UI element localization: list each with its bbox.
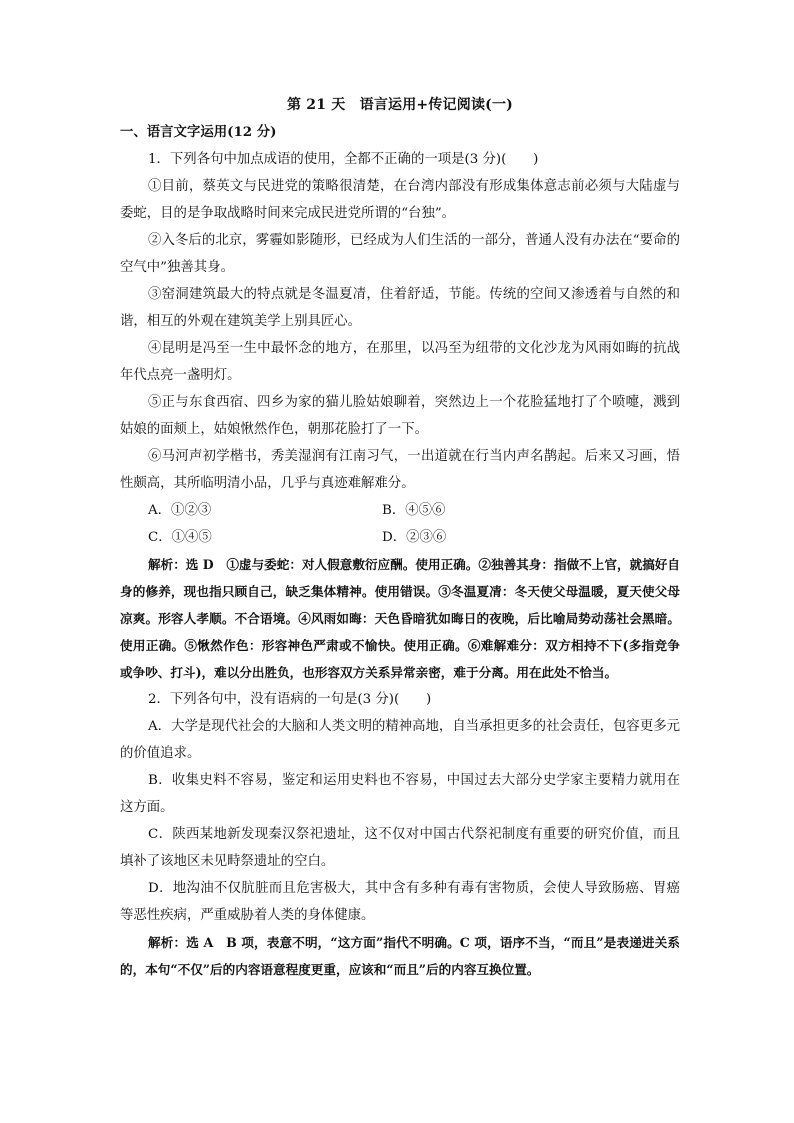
question-1-options-row — [120, 524, 680, 551]
question-2-option-c: C．陕西某地新发现秦汉祭祀遗址，这不仅对中国古代祭祀制度有重要的研究价值，而且填补了该地区未见畤祭遗址的空白。 — [120, 827, 680, 869]
question-2-analysis: 解析：选 A B 项，表意不明，“这方面”指代不明确。C 项，语序不当，“而且”是表递进关系的，本句“不仅”后的内容语意程度更重，应该和“而且”后的内容互换位置。 — [120, 935, 680, 977]
option-a: A．①②③ — [148, 503, 212, 518]
question-1-item: ④昆明是冯至一生中最怀念的地方，在那里，以冯至为纽带的文化沙龙为风雨如晦的抗战年代点亮一盏明灯。 — [120, 341, 680, 383]
option-b: B．④⑤⑥ — [382, 503, 446, 518]
document-page — [120, 92, 680, 983]
question-1-analysis: 解析：选 D ①虚与委蛇：对人假意敷衍应酬。使用正确。②独善其身：指做不上官，就搞好自身的修养，现也指只顾自己，缺乏集体精神。使用错误。③冬温夏凊：冬天使父母温暖，夏天使父母凉爽。形容人孝顺。不合语境。④风雨如晦：天色昏暗犹如晦日的夜晚，后比喻局势动荡社会黑暗。使用正确。⑤愀然作色：形容神色严肃或不愉快。使用正确。⑥难解难分：双方相持不下(多指竞争或争吵、打斗)，难以分出胜负，也形容双方关系异常亲密，难于分离。用在此处不恰当。 — [120, 557, 680, 680]
question-1-item: ③窑洞建筑最大的特点就是冬温夏凊，住着舒适，节能。传统的空间又渗透着与自然的和谐，相互的外观在建筑美学上别具匠心。 — [120, 287, 680, 329]
question-1-item: ⑤正与东食西宿、四乡为家的猫儿脸姑娘聊着，突然边上一个花脸猛地打了个喷嚏，溅到姑娘的面颊上，姑娘愀然作色，朝那花脸打了一下。 — [120, 395, 680, 437]
question-1-item: ①目前，蔡英文与民进党的策略很清楚，在台湾内部没有形成集体意志前必须与大陆虚与委蛇，目的是争取战略时间来完成民进党所谓的“台独”。 — [120, 179, 680, 221]
question-2-stem: 2．下列各句中，没有语病的一句是(3 分)( ) — [148, 692, 432, 707]
question-1-options-row — [120, 497, 680, 524]
question-1-stem: 1．下列各句中加点成语的使用，全都不正确的一项是(3 分)( ) — [148, 152, 539, 167]
page-title: 第 21 天 语言运用+传记阅读(一) — [286, 97, 513, 113]
section-heading: 一、语言文字运用(12 分) — [120, 124, 277, 140]
question-2-option-a: A．大学是现代社会的大脑和人类文明的精神高地，自当承担更多的社会责任，包容更多元的价值追求。 — [120, 719, 680, 761]
option-d: D．②③⑥ — [382, 530, 447, 545]
question-2-option-d: D．地沟油不仅肮脏而且危害极大，其中含有多种有毒有害物质，会使人导致肠癌、胃癌等恶性疾病，严重威胁着人类的身体健康。 — [120, 881, 680, 923]
question-2-option-b: B．收集史料不容易，鉴定和运用史料也不容易，中国过去大部分史学家主要精力就用在这方面。 — [120, 773, 680, 815]
question-1-item: ②入冬后的北京，雾霾如影随形，已经成为人们生活的一部分，普通人没有办法在“要命的空气中”独善其身。 — [120, 233, 680, 275]
question-1-item: ⑥马河声初学楷书，秀美湿润有江南习气，一出道就在行当内声名鹊起。后来又习画，悟性颇高，其所临明清小品，几乎与真迹难解难分。 — [120, 449, 680, 491]
option-c: C．①④⑤ — [148, 530, 212, 545]
